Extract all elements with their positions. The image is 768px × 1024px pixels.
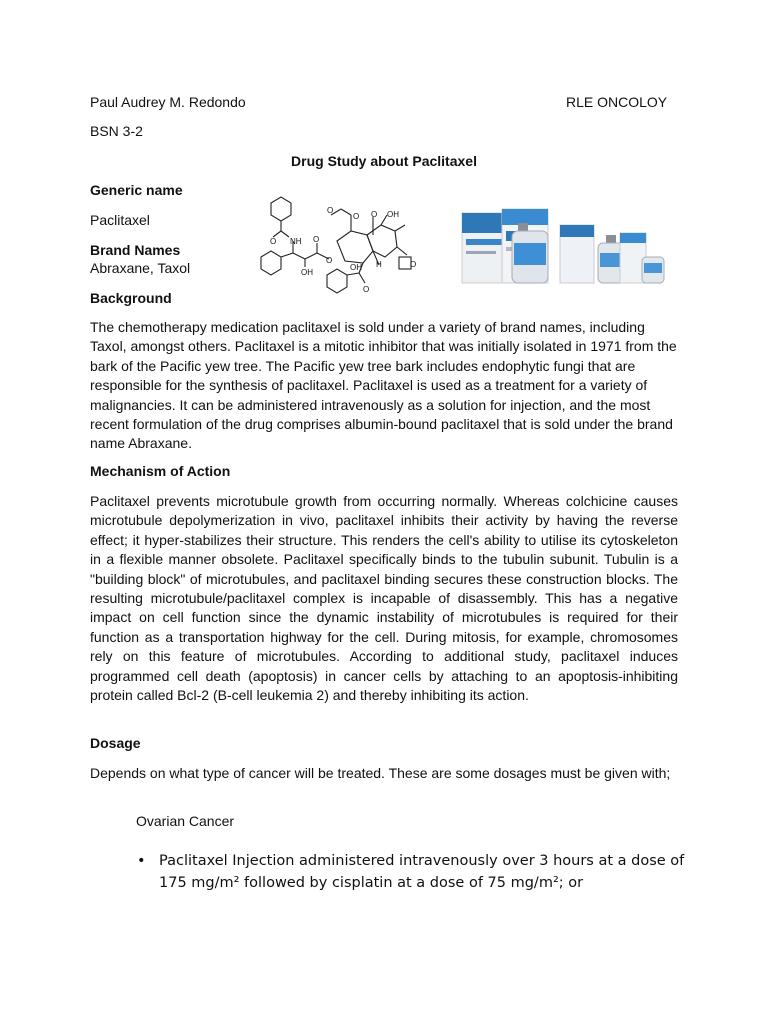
mechanism-heading: Mechanism of Action	[90, 463, 231, 479]
dosage-heading: Dosage	[90, 735, 141, 751]
mol-label: O	[371, 210, 378, 219]
section-label: BSN 3-2	[90, 123, 143, 139]
background-heading: Background	[90, 290, 172, 306]
mol-label: O	[313, 235, 320, 244]
mol-label: OH	[350, 263, 362, 272]
ovarian-cancer-label: Ovarian Cancer	[136, 813, 235, 829]
mol-label: OH	[301, 268, 313, 277]
mol-label: O	[363, 285, 370, 294]
mechanism-paragraph: Paclitaxel prevents microtubule growth from occurring normally. Whereas colchicine causes microtubule depolymerization in vivo, paclitaxel inhibits their activity by having the reverse effect; it hyper-stabilizes their structure. This renders the cell's ability to utilise its cytoskeleton in a flexible manner obsolete. Paclitaxel specifically binds to the tubulin subunit. Tubulin is a "building block" of microtubules, and paclitaxel binding secures these construction blocks. The resulting microtubule/paclitaxel complex is incapable of disassembly. This has a negative impact on cell function since the dynamic instability of microtubules is required for their function as a transportation highway for the cell. During mitosis, for example, chromosomes rely on this feature of microtubules. According to additional study, paclitaxel induces programmed cell death (apoptosis) in cancer cells by attaching to an apoptosis-inhibiting protein called Bcl-2 (B-cell leukemia 2) and thereby inhibiting its action.	[90, 493, 678, 704]
mol-label: NH	[290, 237, 302, 246]
paclitaxel-structure-diagram	[255, 195, 445, 303]
mol-label: O	[410, 260, 417, 269]
brand-names-heading: Brand Names	[90, 242, 181, 258]
generic-name-heading: Generic name	[90, 182, 183, 198]
generic-name-value: Paclitaxel	[90, 212, 150, 228]
course-label: RLE ONCOLOY	[566, 94, 668, 110]
background-paragraph: The chemotherapy medication paclitaxel is sold under a variety of brand names, including Taxol, amongst others. Paclitaxel is a mitotic inhibitor that was initially isolated in 1971 from the bark of the Pacific yew tree. The Pacific yew tree bark includes endophytic fungi that are responsible for the synthesis of paclitaxel. Paclitaxel is used as a treatment for a variety of malignancies. It can be administered intravenously as a solution for injection, and the most recent formulation of the drug comprises albumin-bound paclitaxel that is sold under the brand name Abraxane.	[90, 319, 677, 452]
mol-label: H	[376, 260, 382, 269]
paclitaxel-products-image	[460, 205, 675, 289]
document-title: Drug Study about Paclitaxel	[291, 153, 477, 169]
dosage-intro: Depends on what type of cancer will be treated. These are some dosages must be given with;	[90, 765, 671, 781]
dosage-bullet	[137, 850, 689, 894]
brand-names-value: Abraxane, Taxol	[90, 260, 191, 276]
bullet-icon: •	[137, 853, 146, 869]
dosage-bullet-text: Paclitaxel Injection administered intravenously over 3 hours at a dose of 175 mg/m² followed by cisplatin at a dose of 75 mg/m²; or	[159, 853, 685, 891]
mol-label: OH	[387, 210, 399, 219]
author-name: Paul Audrey M. Redondo	[90, 94, 246, 110]
mol-label: O	[270, 237, 277, 246]
mol-label: O	[353, 212, 360, 221]
mol-label: O	[326, 256, 333, 265]
mol-label: O	[327, 206, 334, 215]
